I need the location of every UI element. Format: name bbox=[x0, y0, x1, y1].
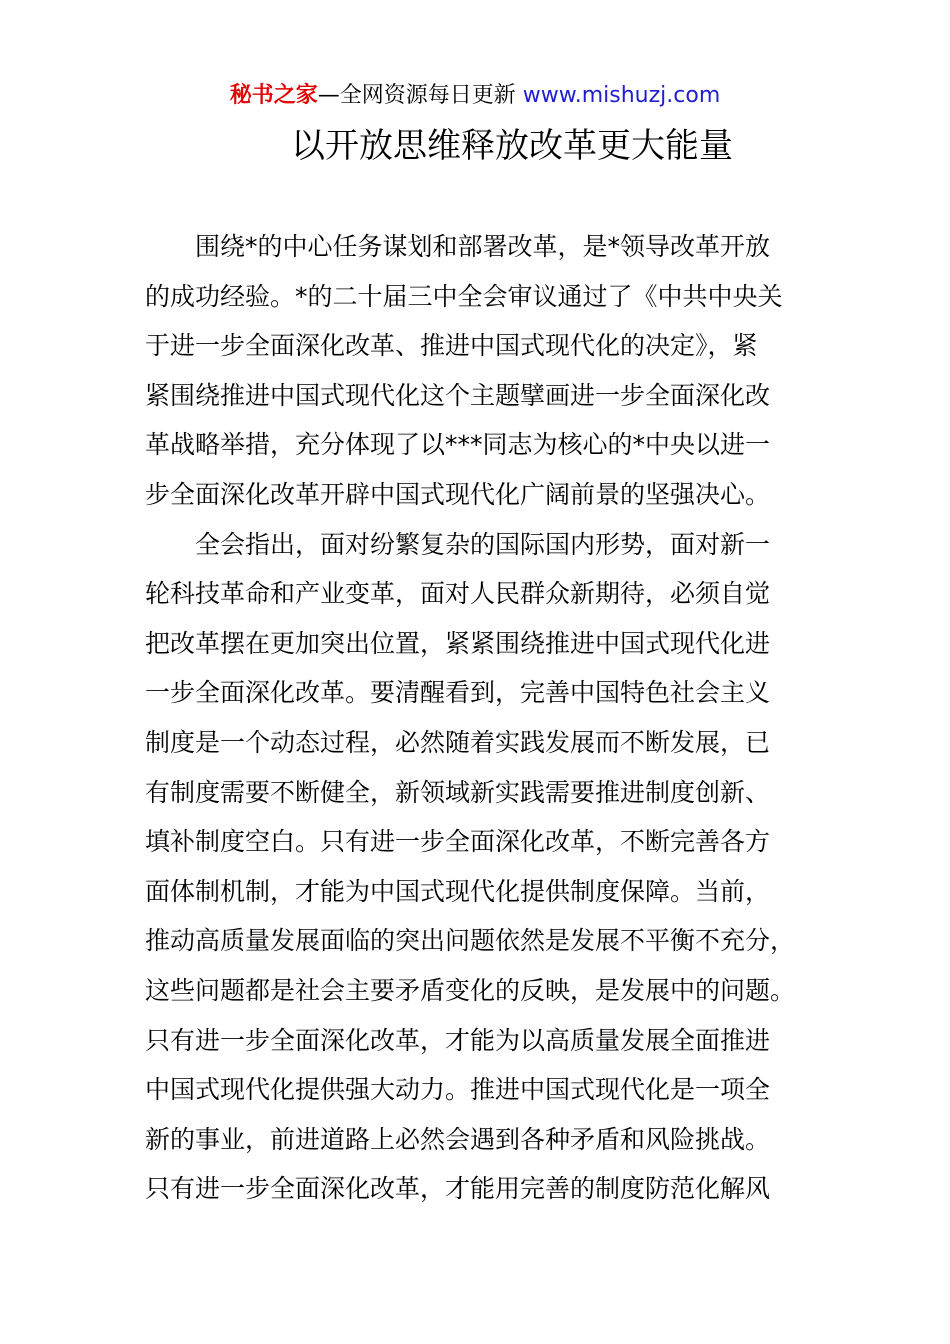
body-line: 把改革摆在更加突出位置，紧紧围绕推进中国式现代化进 bbox=[145, 628, 771, 658]
brand-name: 秘书之家 bbox=[229, 83, 318, 108]
body-line: 全会指出，面对纷繁复杂的国际国内形势，面对新一 bbox=[145, 529, 771, 559]
article-body bbox=[145, 222, 805, 1214]
body-line: 有制度需要不断健全，新领域新实践需要推进制度创新、 bbox=[145, 777, 771, 807]
body-line: 新的事业，前进道路上必然会遇到各种矛盾和风险挑战。 bbox=[145, 1124, 771, 1154]
body-line: 于进一步全面深化改革、推进中国式现代化的决定》，紧 bbox=[145, 331, 758, 361]
body-line: 只有进一步全面深化改革，才能用完善的制度防范化解风 bbox=[145, 1174, 771, 1204]
body-line: 推动高质量发展面临的突出问题依然是发展不平衡不充分， bbox=[145, 926, 796, 956]
body-line: 一步全面深化改革。要清醒看到，完善中国特色社会主义 bbox=[145, 678, 771, 708]
body-line: 中国式现代化提供强大动力。推进中国式现代化是一项全 bbox=[145, 1075, 771, 1105]
body-line: 只有进一步全面深化改革，才能为以高质量发展全面推进 bbox=[145, 1025, 771, 1055]
body-line: 填补制度空白。只有进一步全面深化改革，不断完善各方 bbox=[145, 827, 771, 857]
body-line: 革战略举措，充分体现了以***同志为核心的*中央以进一 bbox=[145, 430, 771, 460]
site-url-link[interactable]: www.mishuzj.com bbox=[522, 83, 721, 108]
body-line: 紧围绕推进中国式现代化这个主题擘画进一步全面深化改 bbox=[145, 380, 771, 410]
document-title: 以开放思维释放改革更大能量 bbox=[291, 126, 733, 166]
body-line: 的成功经验。*的二十届三中全会审议通过了《中共中央关 bbox=[145, 281, 783, 311]
body-line: 制度是一个动态过程，必然随着实践发展而不断发展，已 bbox=[145, 727, 771, 757]
body-line: 轮科技革命和产业变革，面对人民群众新期待，必须自觉 bbox=[145, 579, 771, 609]
header-tagline: —全网资源每日更新 bbox=[317, 83, 516, 108]
body-line: 围绕*的中心任务谋划和部署改革，是*领导改革开放 bbox=[145, 232, 771, 261]
site-header bbox=[0, 80, 950, 112]
body-line: 这些问题都是社会主要矛盾变化的反映，是发展中的问题。 bbox=[145, 975, 796, 1005]
body-line: 步全面深化改革开辟中国式现代化广阔前景的坚强决心。 bbox=[145, 479, 771, 509]
body-line: 面体制机制，才能为中国式现代化提供制度保障。当前， bbox=[145, 876, 771, 906]
